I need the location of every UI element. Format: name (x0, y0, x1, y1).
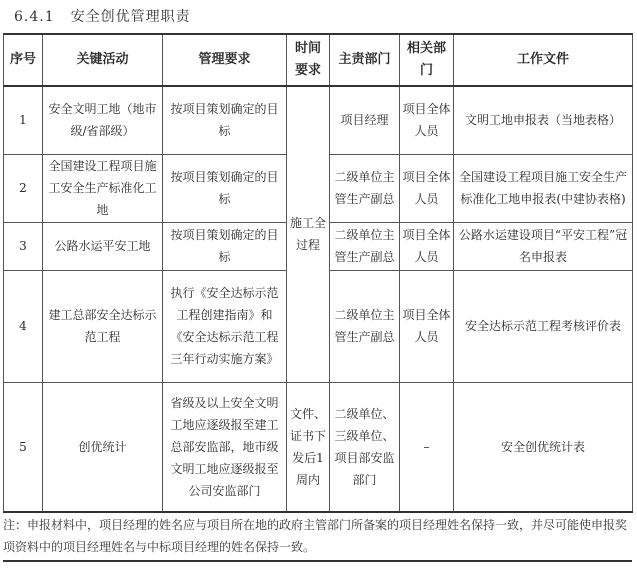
cell-docs: 文明工地申报表（当地表格） (454, 86, 633, 154)
table-row (4, 382, 633, 512)
cell-requirement: 按项目策划确定的目标 (163, 222, 287, 270)
header-activity: 关键活动 (43, 34, 163, 86)
header-time: 时间要求 (287, 34, 330, 86)
cell-activity: 公路水运平安工地 (43, 222, 163, 270)
cell-requirement: 按项目策划确定的目标 (163, 86, 287, 154)
header-dept: 主责部门 (330, 34, 400, 86)
cell-seq: 1 (4, 86, 43, 154)
cell-requirement: 省级及以上安全文明工地应逐级报至建工总部安监部，地市级文明工地应逐级报至公司安监部门 (163, 382, 287, 512)
cell-related: 项目全体人员 (400, 222, 454, 270)
table-note: 注：申报材料中，项目经理的姓名应与项目所在地的政府主管部门所备案的项目经理姓名保持一致，并尽可能使申报奖项资料中的项目经理姓名与中标项目经理的姓名保持一致。 (3, 514, 632, 562)
cell-seq: 4 (4, 270, 43, 382)
cell-dept: 二级单位主管生产副总 (330, 154, 400, 222)
cell-dept: 二级单位主管生产副总 (330, 222, 400, 270)
cell-related: – (400, 382, 454, 512)
cell-activity: 全国建设工程项目施工安全生产标准化工地 (43, 154, 163, 222)
section-title: 安全创优管理职责 (70, 9, 191, 25)
cell-dept: 项目经理 (330, 86, 400, 154)
responsibility-table (3, 33, 633, 513)
header-requirement: 管理要求 (163, 34, 287, 86)
cell-activity: 安全文明工地（地市级/省部级） (43, 86, 163, 154)
header-row (4, 34, 633, 86)
cell-docs: 安全达标示范工程考核评价表 (454, 270, 633, 382)
cell-docs: 安全创优统计表 (454, 382, 633, 512)
cell-dept: 二级单位、三级单位、项目部安监部门 (330, 382, 400, 512)
cell-activity: 建工总部安全达标示范工程 (43, 270, 163, 382)
cell-docs: 公路水运建设项目“平安工程”冠名申报表 (454, 222, 633, 270)
cell-related: 项目全体人员 (400, 154, 454, 222)
cell-requirement: 执行《安全达标示范工程创建指南》和《安全达标示范工程三年行动实施方案》 (163, 270, 287, 382)
header-related: 相关部门 (400, 34, 454, 86)
cell-seq: 5 (4, 382, 43, 512)
cell-time: 文件、证书下发后1周内 (287, 382, 330, 512)
header-docs: 工作文件 (454, 34, 633, 86)
section-heading (14, 6, 191, 26)
cell-activity: 创优统计 (43, 382, 163, 512)
cell-dept: 二级单位主管生产副总 (330, 270, 400, 382)
section-number: 6.4.1 (14, 9, 55, 25)
cell-docs: 全国建设工程项目施工安全生产标准化工地申报表(中建协表格) (454, 154, 633, 222)
cell-seq: 3 (4, 222, 43, 270)
table-row (4, 86, 633, 154)
header-seq: 序号 (4, 34, 43, 86)
cell-related: 项目全体人员 (400, 270, 454, 382)
cell-seq: 2 (4, 154, 43, 222)
cell-requirement: 按项目策划确定的目标 (163, 154, 287, 222)
cell-shared-time: 施工全过程 (287, 86, 330, 382)
cell-related: 项目全体人员 (400, 86, 454, 154)
